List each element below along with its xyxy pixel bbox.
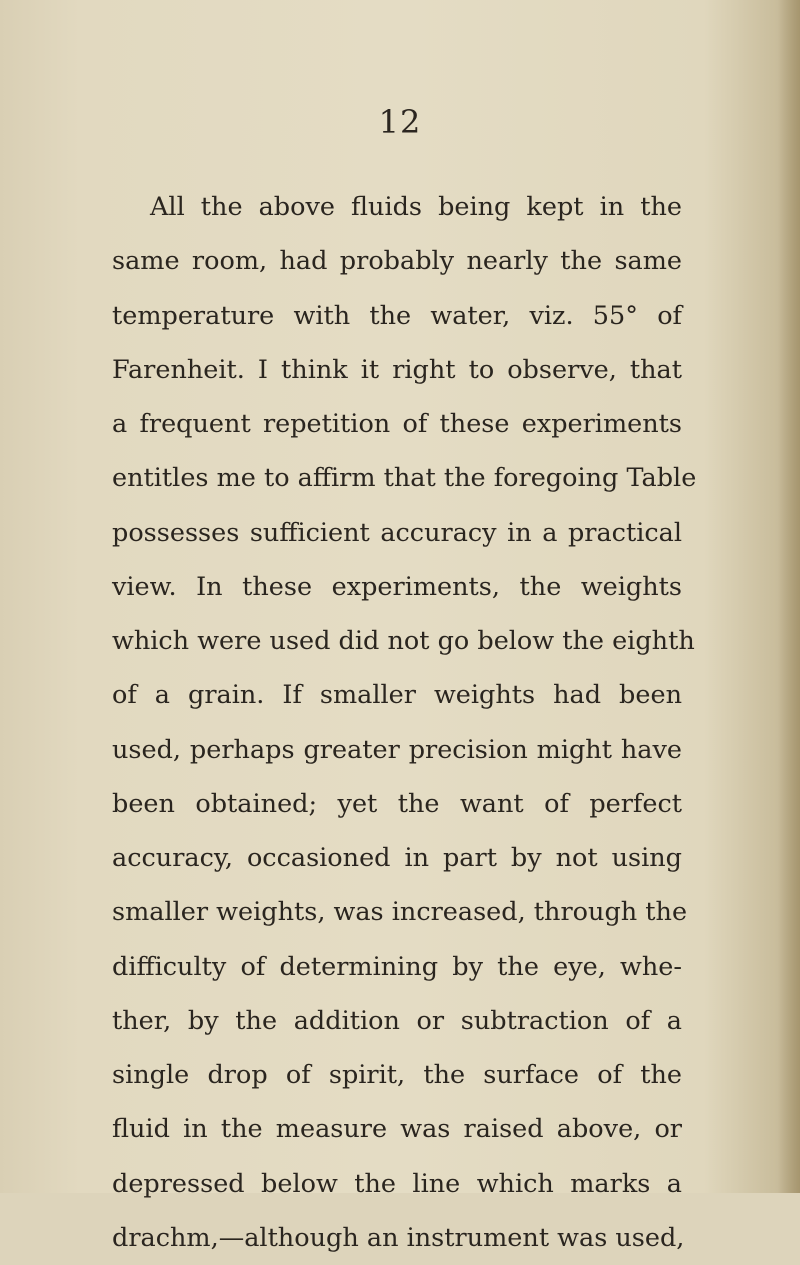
text-line: single drop of spirit, the surface of the: [112, 1060, 682, 1090]
body-paragraph: [112, 180, 697, 1265]
text-line: a frequent repetition of these experiments: [112, 409, 682, 439]
text-line: All the above fluids being kept in the: [150, 192, 682, 222]
text-line: view. In these experiments, the weights: [112, 571, 682, 602]
text-line: entitles me to affirm that the foregoing Table: [112, 463, 697, 494]
text-line: fluid in the measure was raised above, or: [112, 1114, 682, 1145]
text-line: depressed below the line which marks a: [112, 1168, 682, 1199]
text-line: drachm,—although an instrument was used,: [112, 1222, 685, 1253]
text-line: difficulty of determining by the eye, whe-: [112, 951, 682, 982]
text-line: Farenheit. I think it right to observe, that: [112, 354, 682, 385]
text-line: smaller weights, was increased, through the: [112, 897, 688, 928]
text-line: which were used did not go below the eighth: [112, 626, 695, 656]
text-line: used, perhaps greater precision might have: [112, 734, 682, 765]
page-number: 12: [378, 103, 422, 141]
text-line: accuracy, occasioned in part by not using: [112, 843, 682, 873]
text-line: ther, by the addition or subtraction of a: [112, 1005, 682, 1036]
text-line: of a grain. If smaller weights had been: [112, 680, 682, 711]
text-line: same room, had probably nearly the same: [112, 246, 682, 277]
text-line: temperature with the water, viz. 55° of: [112, 300, 682, 331]
text-line: possesses sufficient accuracy in a practical: [112, 517, 682, 548]
text-line: been obtained; yet the want of perfect: [112, 788, 682, 819]
page-edge-shadow: [778, 0, 800, 1193]
